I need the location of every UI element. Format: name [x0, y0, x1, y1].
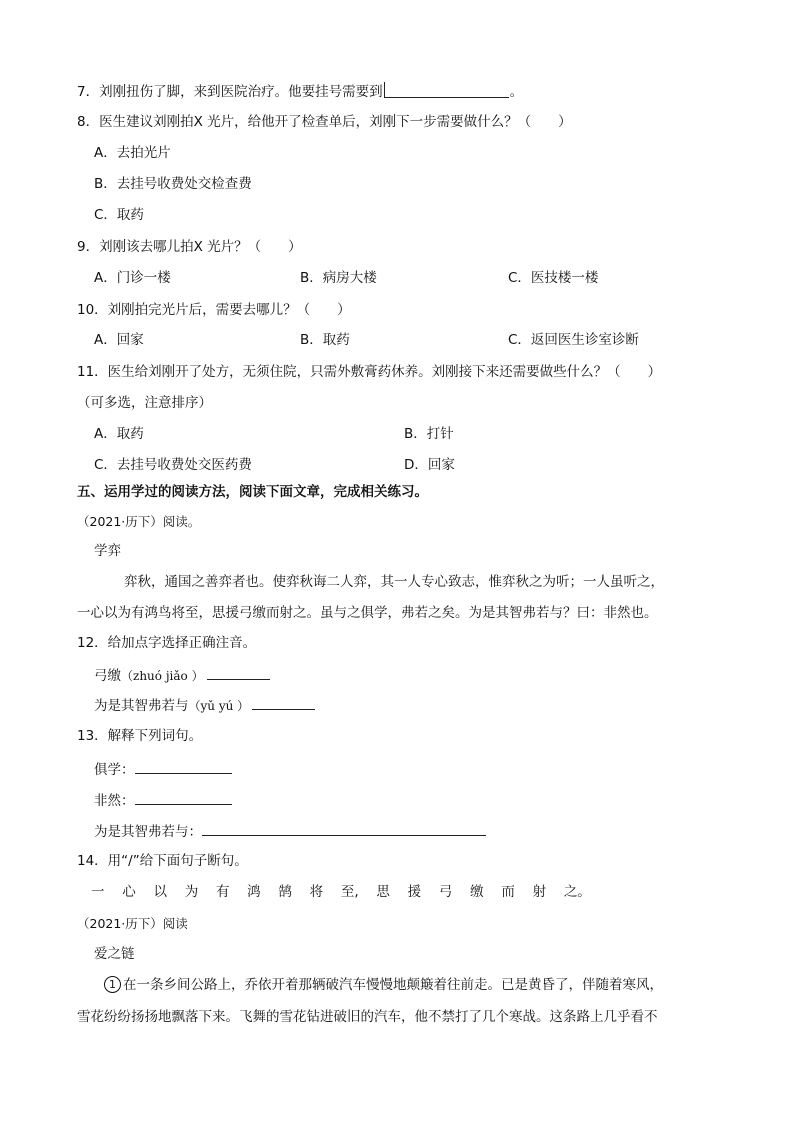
- q14-char: 鸿: [247, 884, 261, 900]
- q14-char: 以: [153, 884, 167, 900]
- q13-item1-blank[interactable]: [135, 758, 232, 774]
- q14-sentence[interactable]: [91, 882, 591, 902]
- q9-option-a[interactable]: A．门诊一楼: [94, 270, 171, 286]
- q14-char: 思: [376, 884, 390, 900]
- q8-option-c[interactable]: C．取药: [94, 207, 144, 223]
- q10-option-b[interactable]: B．取药: [300, 332, 350, 348]
- q14-char: 射: [532, 884, 547, 900]
- q9-option-c[interactable]: C．医技楼一楼: [508, 270, 599, 286]
- q14-char: 鹄: [278, 884, 292, 900]
- q13-item2-label: 非然：: [94, 793, 135, 809]
- passage1-line2: 一心以为有鸿鸟将至，思援弓缴而射之。虽与之俱学，弗若之矣。为是其智弗若与？曰：非然也。: [77, 605, 658, 621]
- q8-stem: 8．医生建议刘刚拍X 光片，给他开了检查单后，刘刚下一步需要做什么？（ ）: [77, 114, 572, 130]
- q14-char: 心: [122, 884, 136, 900]
- q10-option-a[interactable]: A．回家: [94, 332, 144, 348]
- q9-option-b[interactable]: B．病房大楼: [300, 270, 377, 286]
- q14-char: 至,: [340, 884, 359, 900]
- q13-item3: [94, 820, 486, 842]
- q14-char: 弓: [438, 884, 453, 900]
- passage1-line1: 弈秋，通国之善弈者也。使弈秋诲二人弈，其一人专心致志，惟弈秋之为听；一人虽听之，: [124, 574, 664, 590]
- q12-item1: [94, 664, 270, 686]
- paragraph-number: 1: [104, 976, 121, 993]
- q7-text: 7．刘刚扭伤了脚，来到医院治疗。他要挂号需要到: [77, 84, 383, 100]
- passage1-title: 学弈: [94, 543, 121, 559]
- q13-item2: [94, 789, 232, 811]
- q11-note: （可多选，注意排序）: [77, 395, 212, 411]
- q12-stem: 12．给加点字选择正确注音。: [77, 635, 257, 651]
- passage2-line1-text: 在一条乡间公路上，乔依开着那辆破汽车慢慢地颠簸着往前走。已是黄昏了，伴随着寒风，: [123, 977, 663, 993]
- q13-item1-label: 俱学：: [94, 762, 135, 778]
- passage2-line2: 雪花纷纷扬扬地飘落下来。飞舞的雪花钻进破旧的汽车，他不禁打了几个寒战。这条路上几乎看不: [77, 1009, 658, 1025]
- q14-char: 援: [407, 884, 422, 900]
- q13-stem: 13．解释下列词句。: [77, 728, 203, 744]
- q14-char: 一: [91, 884, 105, 900]
- q7-line: [77, 82, 523, 102]
- q13-item1: [94, 758, 232, 780]
- q11-stem: 11．医生给刘刚开了处方，无须住院，只需外敷膏药休养。刘刚接下来还需要做些什么？（ ）: [77, 364, 662, 380]
- q7-text-end: 。: [509, 84, 524, 100]
- passage2-source: （2021·历下）阅读: [77, 916, 188, 931]
- q11-option-a[interactable]: A．取药: [94, 426, 144, 442]
- section-heading: 五、运用学过的阅读方法，阅读下面文章，完成相关练习。: [77, 484, 428, 500]
- q12-item2-pinyin: （yǔ yú ）: [188, 699, 250, 713]
- q8-option-a[interactable]: A．去拍光片: [94, 145, 171, 161]
- q14-char: 将: [309, 884, 324, 900]
- q10-option-c[interactable]: C．返回医生诊室诊断: [508, 332, 639, 348]
- q14-char: 为: [184, 884, 199, 900]
- q7-answer-blank[interactable]: [384, 82, 509, 98]
- passage2-line1: [104, 975, 663, 995]
- q8-option-b[interactable]: B．去挂号收费处交检查费: [94, 176, 252, 192]
- q11-option-b[interactable]: B．打针: [404, 426, 454, 442]
- q13-item3-blank[interactable]: [202, 820, 486, 836]
- q12-item2-blank[interactable]: [252, 694, 315, 710]
- q12-item2-text: 为是其智弗若与: [94, 698, 189, 714]
- q9-stem: 9．刘刚该去哪儿拍X 光片？（ ）: [77, 239, 302, 255]
- q14-char: 之。: [563, 884, 591, 900]
- passage2-title: 爱之链: [94, 946, 135, 962]
- q14-char: 有: [215, 884, 230, 900]
- q12-item1-pinyin: （zhuó jiǎo ）: [121, 669, 204, 683]
- q13-item3-label: 为是其智弗若与：: [94, 824, 202, 840]
- q12-item2: [94, 694, 315, 716]
- q14-stem: 14．用“/”给下面句子断句。: [77, 853, 248, 869]
- q12-item1-blank[interactable]: [207, 664, 270, 680]
- q12-item1-text: 弓缴: [94, 668, 121, 684]
- q11-option-c[interactable]: C．去挂号收费处交医药费: [94, 457, 252, 473]
- q10-stem: 10．刘刚拍完光片后，需要去哪儿？（ ）: [77, 302, 351, 318]
- q14-char: 缴: [470, 884, 484, 900]
- q11-option-d[interactable]: D．回家: [404, 457, 455, 473]
- passage1-source: （2021·历下）阅读。: [77, 514, 201, 529]
- q13-item2-blank[interactable]: [135, 789, 232, 805]
- q14-char: 而: [501, 884, 515, 900]
